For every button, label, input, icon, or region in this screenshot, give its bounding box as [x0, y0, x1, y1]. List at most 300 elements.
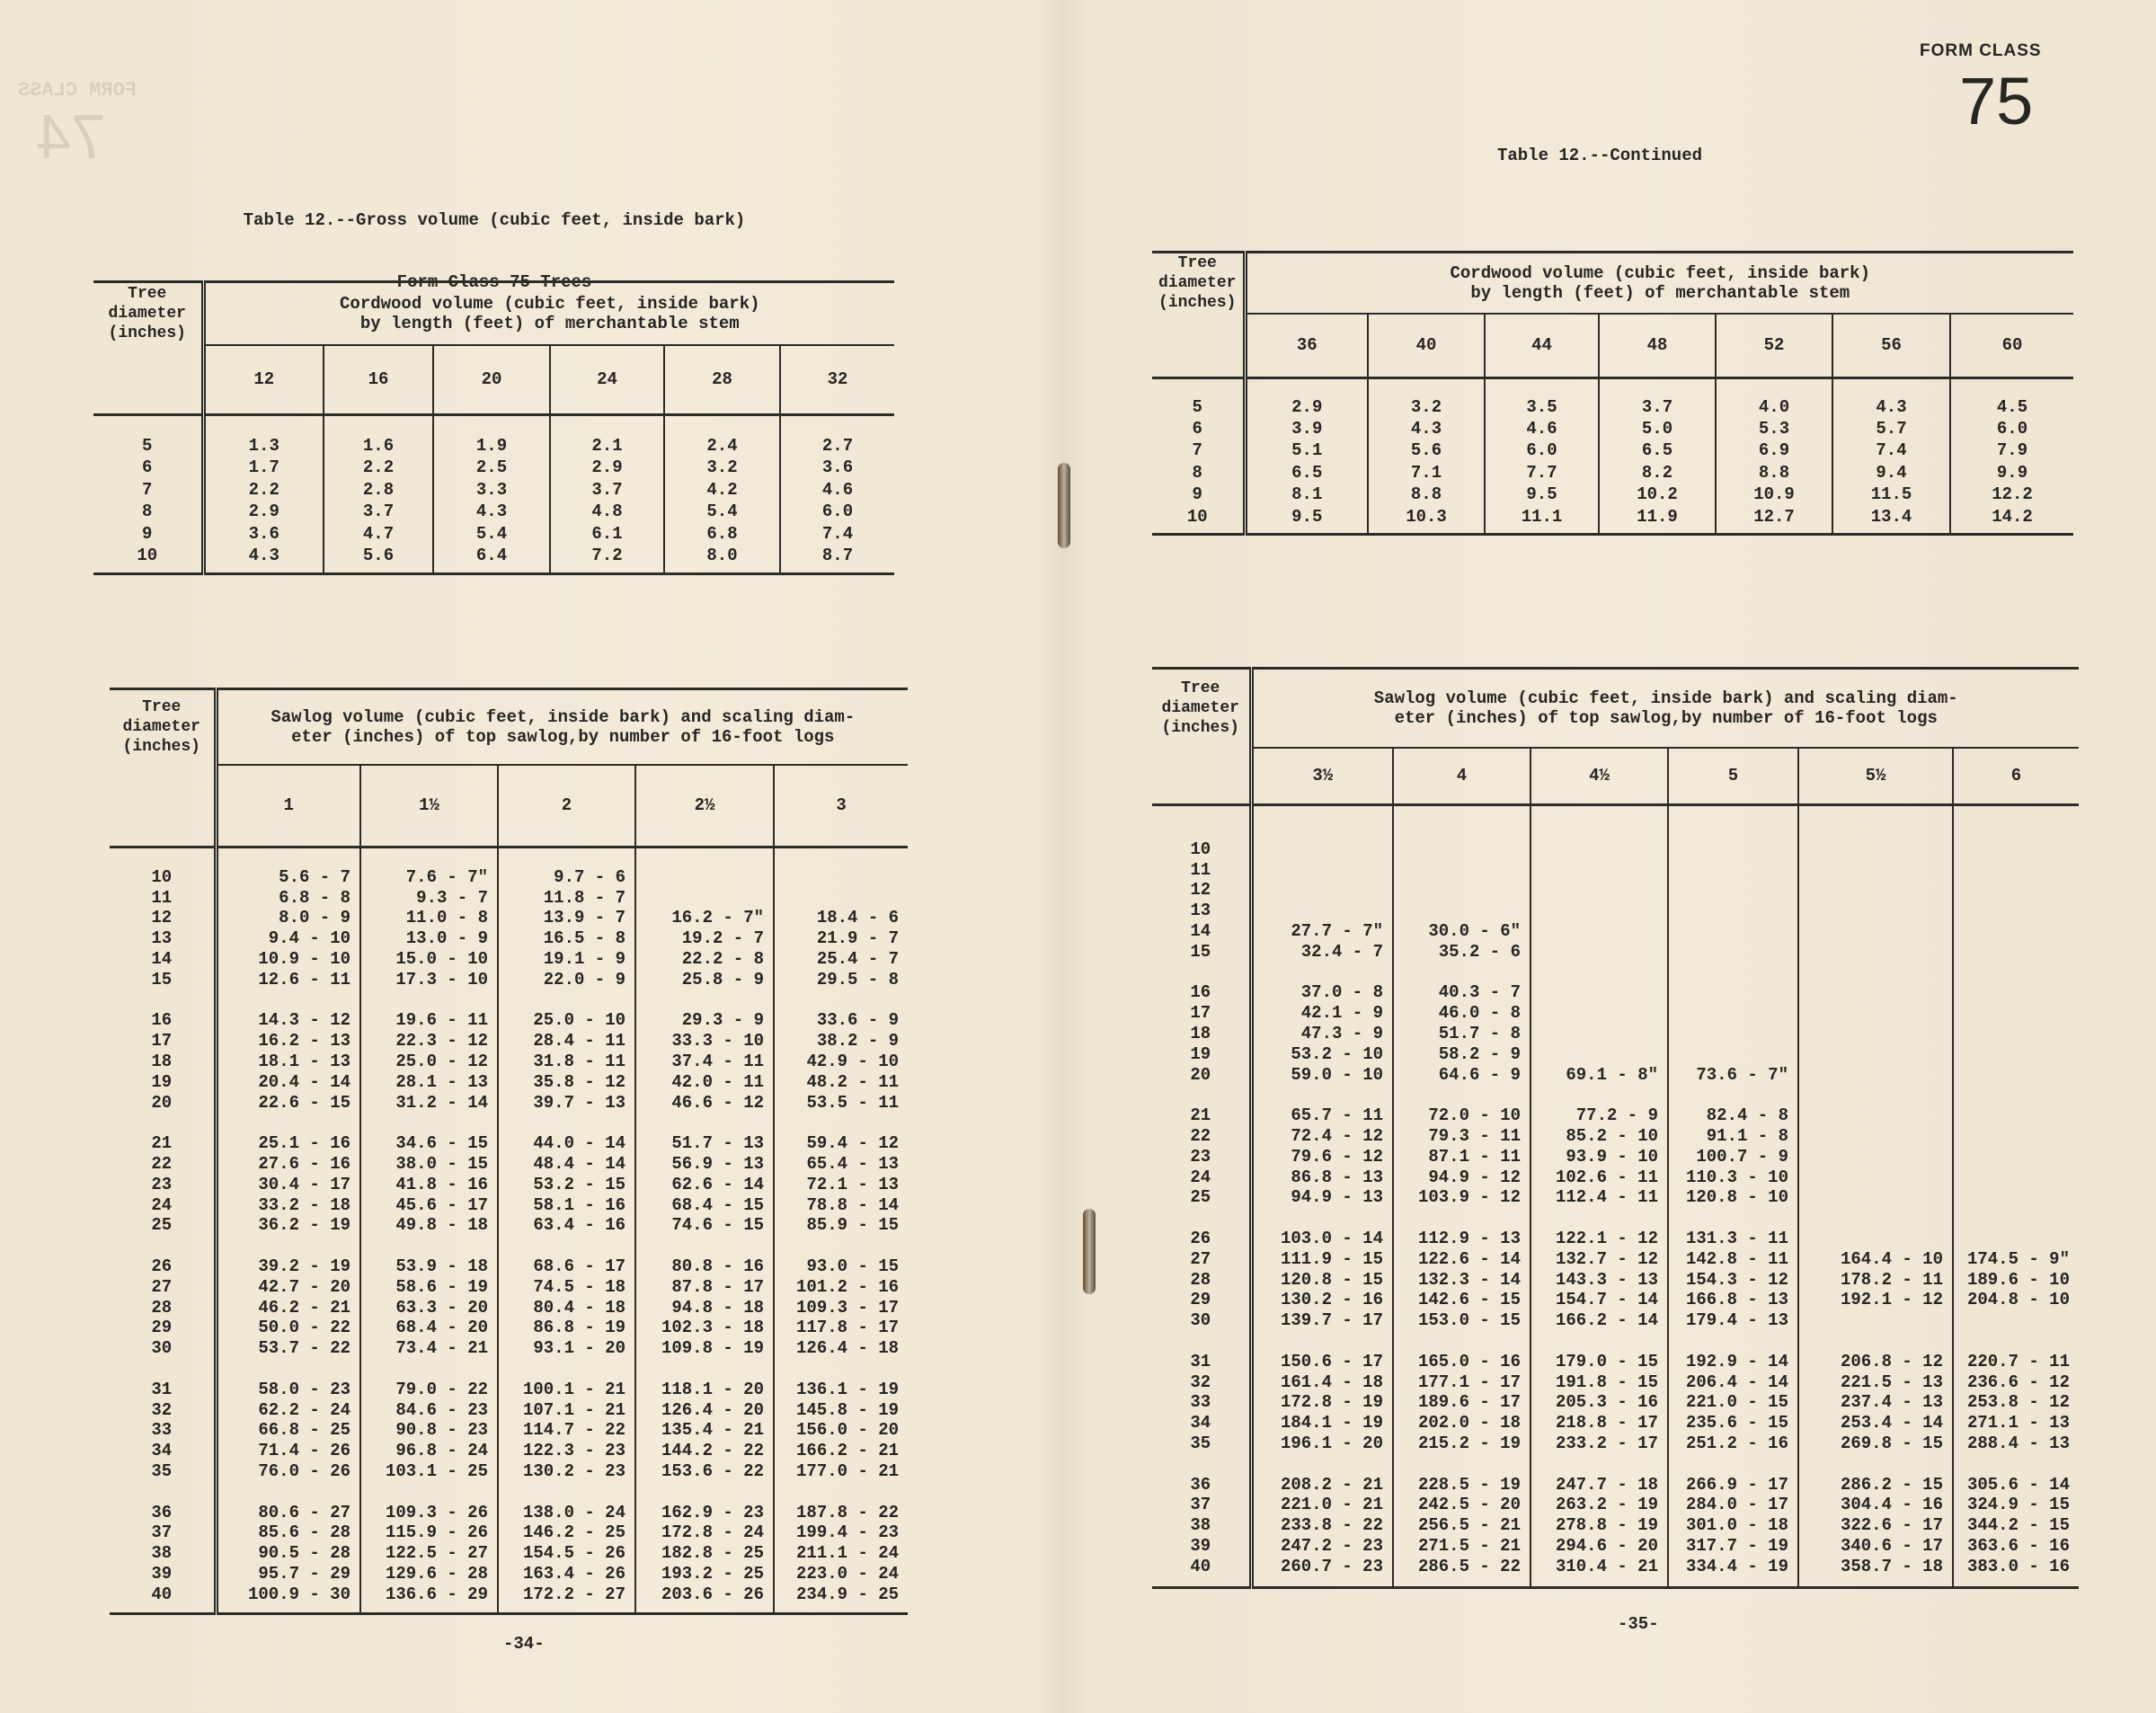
volume-cell: 25.0 - 10	[498, 1010, 635, 1031]
volume-cell: 164.4 - 10	[1798, 1248, 1953, 1269]
volume-cell: 77.2 - 9	[1530, 1105, 1668, 1126]
table-row	[110, 1543, 908, 1564]
volume-cell: 2.2	[203, 479, 324, 501]
volume-cell: 324.9 - 15	[1953, 1495, 2079, 1515]
tree-diameter-cell: 19	[1152, 1043, 1251, 1064]
volume-cell: 1.7	[203, 457, 324, 479]
volume-cell: 120.8 - 10	[1668, 1187, 1798, 1208]
volume-cell: 208.2 - 21	[1251, 1474, 1393, 1495]
volume-cell: 107.1 - 21	[498, 1399, 635, 1420]
tree-diameter-cell: 39	[110, 1564, 216, 1584]
volume-cell	[1668, 839, 1798, 860]
volume-cell: 51.7 - 8	[1393, 1024, 1530, 1044]
volume-cell: 79.3 - 11	[1393, 1126, 1530, 1147]
diameter-header-spacer	[1152, 748, 1251, 805]
volume-cell: 9.5	[1485, 484, 1599, 505]
volume-cell: 5.6	[324, 545, 433, 567]
volume-cell: 80.8 - 16	[635, 1256, 774, 1277]
table-row	[110, 1441, 908, 1461]
volume-cell: 154.7 - 14	[1530, 1290, 1668, 1310]
tree-diameter-cell: 29	[1152, 1290, 1251, 1310]
volume-cell	[1953, 982, 2079, 1003]
table-row	[110, 867, 908, 888]
volume-cell: 25.8 - 9	[635, 969, 774, 990]
column-header: 24	[550, 345, 664, 415]
tree-diameter-cell: 33	[110, 1420, 216, 1441]
volume-cell: 130.2 - 23	[498, 1461, 635, 1482]
column-header: 48	[1599, 314, 1716, 378]
volume-cell: 206.4 - 14	[1668, 1371, 1798, 1392]
volume-cell	[1251, 859, 1393, 880]
volume-cell: 48.4 - 14	[498, 1154, 635, 1175]
volume-cell: 146.2 - 25	[498, 1522, 635, 1543]
volume-cell: 72.0 - 10	[1393, 1105, 1530, 1126]
tree-diameter-cell: 28	[1152, 1269, 1251, 1290]
volume-cell	[1668, 901, 1798, 921]
table-row	[1152, 1495, 2079, 1515]
volume-cell: 42.9 - 10	[774, 1052, 908, 1072]
volume-cell: 94.9 - 12	[1393, 1167, 1530, 1187]
volume-cell	[1393, 859, 1530, 880]
volume-cell	[1953, 941, 2079, 962]
table-row	[1152, 439, 2073, 461]
volume-cell: 9.3 - 7	[360, 887, 498, 908]
volume-cell: 4.3	[433, 501, 550, 523]
tree-diameter-cell: 27	[110, 1276, 216, 1297]
tree-diameter-cell: 18	[110, 1052, 216, 1072]
volume-cell	[1530, 1003, 1668, 1024]
volume-cell	[1953, 1003, 2079, 1024]
form-class-number: 75	[1959, 64, 2034, 138]
volume-cell: 94.8 - 18	[635, 1297, 774, 1318]
volume-cell: 5.6 - 7	[216, 867, 360, 888]
table-row	[1152, 901, 2079, 921]
volume-cell	[1953, 1167, 2079, 1187]
volume-cell: 86.8 - 19	[498, 1318, 635, 1338]
volume-cell: 117.8 - 17	[774, 1318, 908, 1338]
volume-cell: 166.2 - 14	[1530, 1310, 1668, 1331]
table-row	[1152, 505, 2073, 527]
volume-cell: 218.8 - 17	[1530, 1413, 1668, 1433]
volume-cell: 19.2 - 7	[635, 928, 774, 949]
table-row	[110, 1379, 908, 1399]
volume-cell: 91.1 - 8	[1668, 1126, 1798, 1147]
volume-cell	[1953, 1126, 2079, 1147]
volume-cell: 9.9	[1950, 462, 2073, 484]
volume-cell: 2.4	[664, 435, 780, 457]
volume-cell: 93.0 - 15	[774, 1256, 908, 1277]
volume-cell: 5.6	[1368, 439, 1485, 461]
volume-cell: 53.5 - 11	[774, 1092, 908, 1113]
tree-diameter-cell: 36	[110, 1502, 216, 1522]
volume-cell	[1530, 1043, 1668, 1064]
volume-cell: 251.2 - 16	[1668, 1433, 1798, 1454]
volume-cell: 58.1 - 16	[498, 1194, 635, 1215]
volume-cell: 58.6 - 19	[360, 1276, 498, 1297]
volume-cell: 142.6 - 15	[1393, 1290, 1530, 1310]
volume-cell	[1798, 880, 1953, 901]
volume-cell: 7.4	[780, 523, 894, 546]
volume-cell: 59.0 - 10	[1251, 1064, 1393, 1085]
volume-cell: 100.1 - 21	[498, 1379, 635, 1399]
volume-cell: 179.4 - 13	[1668, 1310, 1798, 1331]
volume-cell: 13.4	[1832, 505, 1950, 527]
volume-cell: 233.2 - 17	[1530, 1433, 1668, 1454]
volume-cell: 317.7 - 19	[1668, 1536, 1798, 1557]
volume-cell: 47.3 - 9	[1251, 1024, 1393, 1044]
volume-cell: 10.3	[1368, 505, 1485, 527]
volume-cell: 29.5 - 8	[774, 969, 908, 990]
table-row	[110, 1297, 908, 1318]
tree-diameter-cell: 6	[93, 457, 203, 479]
tree-diameter-cell: 20	[1152, 1064, 1251, 1085]
table-row	[1152, 880, 2079, 901]
tree-diameter-cell: 31	[110, 1379, 216, 1399]
table-row	[1152, 1269, 2079, 1290]
volume-cell: 136.1 - 19	[774, 1379, 908, 1399]
volume-cell: 304.4 - 16	[1798, 1495, 1953, 1515]
volume-cell	[1530, 1024, 1668, 1044]
volume-cell: 7.9	[1950, 439, 2073, 461]
volume-cell	[635, 887, 774, 908]
volume-cell	[1953, 839, 2079, 860]
table-row	[1152, 1043, 2079, 1064]
volume-cell: 235.6 - 15	[1668, 1413, 1798, 1433]
volume-cell	[1953, 921, 2079, 942]
volume-cell: 253.4 - 14	[1798, 1413, 1953, 1433]
volume-cell: 131.3 - 11	[1668, 1229, 1798, 1249]
volume-cell	[1798, 1126, 1953, 1147]
volume-cell: 79.6 - 12	[1251, 1146, 1393, 1167]
table-row	[110, 928, 908, 949]
volume-cell	[1953, 1310, 2079, 1331]
table-row	[110, 887, 908, 908]
table-row	[1152, 1064, 2079, 1085]
volume-cell: 4.5	[1950, 396, 2073, 418]
table-row	[110, 969, 908, 990]
volume-cell	[1953, 1064, 2079, 1085]
tree-diameter-cell: 22	[1152, 1126, 1251, 1147]
volume-cell: 25.1 - 16	[216, 1133, 360, 1154]
volume-cell: 96.8 - 24	[360, 1441, 498, 1461]
volume-cell: 191.8 - 15	[1530, 1371, 1668, 1392]
table-row	[110, 1031, 908, 1052]
volume-cell: 27.6 - 16	[216, 1154, 360, 1175]
volume-cell	[1668, 880, 1798, 901]
volume-cell: 62.6 - 14	[635, 1174, 774, 1194]
volume-cell	[1668, 1043, 1798, 1064]
tree-diameter-cell: 37	[110, 1522, 216, 1543]
volume-cell: 8.2	[1599, 462, 1716, 484]
volume-cell: 11.0 - 8	[360, 908, 498, 928]
table-row	[1152, 396, 2073, 418]
table-row	[1152, 1371, 2079, 1392]
volume-cell: 69.1 - 8"	[1530, 1064, 1668, 1085]
volume-cell: 3.7	[550, 479, 664, 501]
column-header: 28	[664, 345, 780, 415]
volume-cell: 205.3 - 16	[1530, 1392, 1668, 1413]
group-spacer	[110, 1359, 908, 1380]
tree-diameter-cell: 25	[1152, 1187, 1251, 1208]
volume-cell: 118.1 - 20	[635, 1379, 774, 1399]
volume-cell	[1953, 880, 2079, 901]
volume-cell: 178.2 - 11	[1798, 1269, 1953, 1290]
tree-diameter-header: Tree diameter (inches)	[1152, 669, 1251, 748]
volume-cell: 236.6 - 12	[1953, 1371, 2079, 1392]
volume-cell: 115.9 - 26	[360, 1522, 498, 1543]
volume-cell: 3.2	[664, 457, 780, 479]
table-row	[1152, 1126, 2079, 1147]
volume-cell: 3.7	[1599, 396, 1716, 418]
tree-diameter-cell: 6	[1152, 418, 1245, 439]
volume-cell: 39.7 - 13	[498, 1092, 635, 1113]
tree-diameter-cell: 21	[1152, 1105, 1251, 1126]
volume-cell	[1530, 901, 1668, 921]
table-row	[110, 908, 908, 928]
volume-cell: 65.4 - 13	[774, 1154, 908, 1175]
table-row	[1152, 1003, 2079, 1024]
column-header: 6	[1953, 748, 2079, 805]
tree-diameter-cell: 29	[110, 1318, 216, 1338]
volume-cell: 72.1 - 13	[774, 1174, 908, 1194]
volume-cell: 120.8 - 15	[1251, 1269, 1393, 1290]
volume-cell: 4.2	[664, 479, 780, 501]
volume-cell: 95.7 - 29	[216, 1564, 360, 1584]
volume-cell	[1798, 1043, 1953, 1064]
volume-cell: 58.0 - 23	[216, 1379, 360, 1399]
tree-diameter-cell: 10	[1152, 839, 1251, 860]
volume-cell	[1953, 1229, 2079, 1249]
tree-diameter-cell: 26	[1152, 1229, 1251, 1249]
volume-cell: 85.6 - 28	[216, 1522, 360, 1543]
left-sawlog-table	[110, 688, 908, 1615]
volume-cell: 6.5	[1245, 462, 1368, 484]
column-header: 2	[498, 765, 635, 848]
volume-cell: 53.2 - 10	[1251, 1043, 1393, 1064]
volume-cell: 64.6 - 9	[1393, 1064, 1530, 1085]
volume-cell	[1798, 1105, 1953, 1126]
volume-cell: 2.9	[203, 501, 324, 523]
tree-diameter-cell: 32	[110, 1399, 216, 1420]
tree-diameter-cell: 28	[110, 1297, 216, 1318]
volume-cell: 177.0 - 21	[774, 1461, 908, 1482]
volume-cell: 10.9 - 10	[216, 949, 360, 970]
volume-cell: 344.2 - 15	[1953, 1515, 2079, 1536]
volume-cell: 154.5 - 26	[498, 1543, 635, 1564]
column-header: 3	[774, 765, 908, 848]
volume-cell: 9.4	[1832, 462, 1950, 484]
table-row	[110, 1338, 908, 1359]
volume-cell: 269.8 - 15	[1798, 1433, 1953, 1454]
volume-cell: 3.2	[1368, 396, 1485, 418]
volume-cell: 3.6	[203, 523, 324, 546]
volume-cell: 102.6 - 11	[1530, 1167, 1668, 1187]
volume-cell: 94.9 - 13	[1251, 1187, 1393, 1208]
volume-cell: 4.8	[550, 501, 664, 523]
volume-cell: 13.0 - 9	[360, 928, 498, 949]
volume-cell: 3.6	[780, 457, 894, 479]
volume-cell: 8.0 - 9	[216, 908, 360, 928]
table-row	[93, 545, 894, 567]
tree-diameter-cell: 19	[110, 1071, 216, 1092]
group-spacer	[110, 990, 908, 1010]
volume-cell: 228.5 - 19	[1393, 1474, 1530, 1495]
volume-cell: 9.7 - 6	[498, 867, 635, 888]
group-spacer	[110, 1481, 908, 1502]
volume-cell: 28.1 - 13	[360, 1071, 498, 1092]
tree-diameter-cell: 15	[110, 969, 216, 990]
volume-cell: 284.0 - 17	[1668, 1495, 1798, 1515]
volume-cell: 74.6 - 15	[635, 1215, 774, 1236]
volume-cell: 144.2 - 22	[635, 1441, 774, 1461]
table-row	[110, 1461, 908, 1482]
column-header: 36	[1245, 314, 1368, 378]
volume-cell	[1530, 839, 1668, 860]
volume-cell	[1668, 982, 1798, 1003]
group-spacer	[93, 415, 894, 435]
volume-cell: 6.0	[1485, 439, 1599, 461]
volume-cell: 93.1 - 20	[498, 1338, 635, 1359]
volume-cell: 46.2 - 21	[216, 1297, 360, 1318]
volume-cell	[1251, 901, 1393, 921]
volume-cell: 221.5 - 13	[1798, 1371, 1953, 1392]
table-row	[110, 1584, 908, 1604]
volume-cell: 74.5 - 18	[498, 1276, 635, 1297]
volume-cell: 38.2 - 9	[774, 1031, 908, 1052]
volume-cell	[1798, 1229, 1953, 1249]
table-row	[110, 1276, 908, 1297]
volume-cell: 31.2 - 14	[360, 1092, 498, 1113]
column-header: 4½	[1530, 748, 1668, 805]
tree-diameter-cell: 20	[110, 1092, 216, 1113]
volume-cell: 66.8 - 25	[216, 1420, 360, 1441]
table-row	[110, 949, 908, 970]
tree-diameter-cell: 22	[110, 1154, 216, 1175]
volume-cell: 2.5	[433, 457, 550, 479]
volume-cell	[1251, 880, 1393, 901]
volume-cell: 53.7 - 22	[216, 1338, 360, 1359]
volume-cell: 130.2 - 16	[1251, 1290, 1393, 1310]
volume-cell	[1393, 839, 1530, 860]
volume-cell: 19.6 - 11	[360, 1010, 498, 1031]
volume-cell: 103.1 - 25	[360, 1461, 498, 1482]
table-row	[110, 1154, 908, 1175]
volume-cell: 6.0	[780, 501, 894, 523]
volume-cell: 256.5 - 21	[1393, 1515, 1530, 1536]
volume-cell: 204.8 - 10	[1953, 1290, 2079, 1310]
volume-cell: 42.0 - 11	[635, 1071, 774, 1092]
volume-cell: 32.4 - 7	[1251, 941, 1393, 962]
volume-cell: 7.4	[1832, 439, 1950, 461]
group-spacer	[110, 1236, 908, 1256]
volume-cell: 182.8 - 25	[635, 1543, 774, 1564]
volume-cell: 145.8 - 19	[774, 1399, 908, 1420]
tree-diameter-cell: 9	[1152, 484, 1245, 505]
volume-cell: 16.2 - 13	[216, 1031, 360, 1052]
volume-cell: 18.4 - 6	[774, 908, 908, 928]
volume-cell: 68.6 - 17	[498, 1256, 635, 1277]
volume-cell: 234.9 - 25	[774, 1584, 908, 1604]
table-row	[1152, 1229, 2079, 1249]
volume-cell: 62.2 - 24	[216, 1399, 360, 1420]
volume-cell: 103.0 - 14	[1251, 1229, 1393, 1249]
table-row	[1152, 1515, 2079, 1536]
volume-cell: 1.9	[433, 435, 550, 457]
volume-cell: 156.0 - 20	[774, 1420, 908, 1441]
tree-diameter-cell: 13	[1152, 901, 1251, 921]
table-row	[93, 435, 894, 457]
diameter-header-spacer	[1152, 314, 1245, 378]
volume-cell	[1530, 880, 1668, 901]
table-row	[110, 1010, 908, 1031]
volume-cell: 221.0 - 15	[1668, 1392, 1798, 1413]
volume-cell	[1798, 1187, 1953, 1208]
group-spacer	[1152, 1453, 2079, 1474]
table-row	[1152, 1167, 2079, 1187]
volume-cell: 48.2 - 11	[774, 1071, 908, 1092]
tree-diameter-cell: 31	[1152, 1351, 1251, 1371]
volume-cell: 143.3 - 13	[1530, 1269, 1668, 1290]
volume-cell: 5.0	[1599, 418, 1716, 439]
tree-diameter-cell: 11	[110, 887, 216, 908]
table-row	[110, 1420, 908, 1441]
volume-cell: 72.4 - 12	[1251, 1126, 1393, 1147]
volume-cell	[1530, 859, 1668, 880]
volume-cell: 165.0 - 16	[1393, 1351, 1530, 1371]
volume-cell: 56.9 - 13	[635, 1154, 774, 1175]
column-header: 4	[1393, 748, 1530, 805]
tree-diameter-cell: 24	[110, 1194, 216, 1215]
group-spacer	[1152, 962, 2079, 982]
volume-cell: 4.3	[1832, 396, 1950, 418]
volume-cell: 33.2 - 18	[216, 1194, 360, 1215]
volume-cell: 8.7	[780, 545, 894, 567]
tree-diameter-cell: 16	[110, 1010, 216, 1031]
volume-cell: 103.9 - 12	[1393, 1187, 1530, 1208]
volume-cell: 102.3 - 18	[635, 1318, 774, 1338]
tree-diameter-cell: 40	[1152, 1556, 1251, 1576]
volume-cell: 196.1 - 20	[1251, 1433, 1393, 1454]
volume-cell: 7.6 - 7"	[360, 867, 498, 888]
volume-cell: 22.3 - 12	[360, 1031, 498, 1052]
volume-cell: 305.6 - 14	[1953, 1474, 2079, 1495]
table-row	[110, 1502, 908, 1522]
title-line-2: Form Class 75 Trees	[396, 272, 592, 292]
volume-cell: 31.8 - 11	[498, 1052, 635, 1072]
tree-diameter-header: Tree diameter (inches)	[93, 282, 203, 345]
volume-cell: 4.6	[780, 479, 894, 501]
volume-cell: 286.2 - 15	[1798, 1474, 1953, 1495]
tree-diameter-cell: 24	[1152, 1167, 1251, 1187]
tree-diameter-cell: 9	[93, 523, 203, 546]
volume-cell: 5.4	[433, 523, 550, 546]
volume-cell: 242.5 - 20	[1393, 1495, 1530, 1515]
volume-cell: 247.7 - 18	[1530, 1474, 1668, 1495]
volume-cell: 301.0 - 18	[1668, 1515, 1798, 1536]
volume-cell: 310.4 - 21	[1530, 1556, 1668, 1576]
volume-cell: 247.2 - 23	[1251, 1536, 1393, 1557]
volume-cell: 42.7 - 20	[216, 1276, 360, 1297]
title-line-1: Table 12.--Gross volume (cubic feet, inside bark)	[243, 210, 746, 230]
volume-cell: 5.3	[1716, 418, 1832, 439]
left-cordwood-table	[93, 280, 894, 575]
volume-cell: 73.4 - 21	[360, 1338, 498, 1359]
volume-cell: 142.8 - 11	[1668, 1248, 1798, 1269]
tree-diameter-cell: 32	[1152, 1371, 1251, 1392]
volume-cell: 126.4 - 18	[774, 1338, 908, 1359]
volume-cell: 16.2 - 7"	[635, 908, 774, 928]
volume-cell: 101.2 - 16	[774, 1276, 908, 1297]
